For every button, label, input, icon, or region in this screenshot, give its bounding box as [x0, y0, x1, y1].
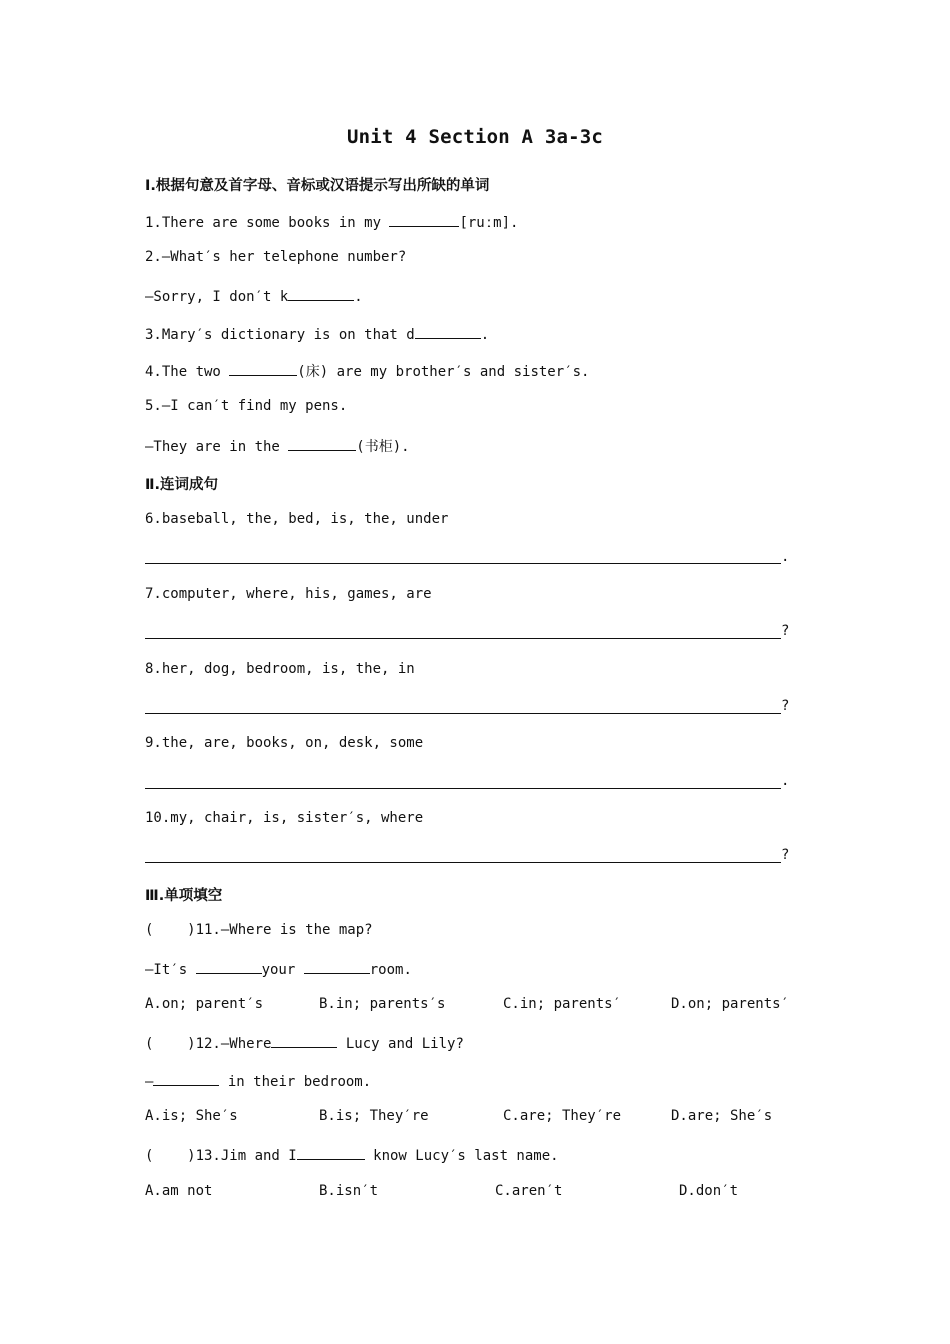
end-punctuation: ? — [781, 623, 790, 639]
question-11-line2 — [145, 959, 412, 978]
section-heading-1: Ⅰ.根据句意及首字母、音标或汉语提示写出所缺的单词 — [145, 178, 490, 194]
option-d[interactable]: D.don′t — [679, 1183, 739, 1199]
answer-blank[interactable] — [304, 959, 370, 974]
section-heading-3: Ⅲ.单项填空 — [145, 888, 223, 904]
question-text: (床) are my brother′s and sister′s. — [297, 364, 590, 380]
option-a[interactable]: A.am not — [145, 1183, 213, 1199]
option-c[interactable]: C.aren′t — [495, 1183, 563, 1199]
section-heading-2: Ⅱ.连词成句 — [145, 477, 219, 493]
answer-line-9[interactable] — [145, 788, 781, 789]
question-text: room. — [369, 962, 412, 978]
question-5-reply — [145, 436, 410, 456]
answer-blank[interactable] — [297, 1145, 365, 1160]
question-2-reply — [145, 286, 363, 305]
question-text: —Sorry, I don′t k — [145, 289, 289, 305]
end-punctuation: . — [781, 549, 790, 565]
option-b[interactable]: B.isn′t — [319, 1183, 379, 1199]
question-1 — [145, 212, 518, 231]
answer-line-8[interactable] — [145, 713, 781, 714]
answer-blank[interactable] — [389, 212, 459, 227]
answer-blank[interactable] — [415, 324, 481, 339]
question-10-words: 10.my, chair, is, sister′s, where — [145, 810, 424, 826]
question-text: in their bedroom. — [219, 1074, 372, 1090]
question-text: —It′s — [145, 962, 196, 978]
answer-blank[interactable] — [153, 1071, 219, 1086]
question-text: (书柜). — [356, 439, 410, 455]
option-a[interactable]: A.is; She′s — [145, 1108, 238, 1124]
question-text: your — [261, 962, 304, 978]
page-title: Unit 4 Section A 3a-3c — [346, 126, 604, 148]
option-c[interactable]: C.are; They′re — [503, 1108, 622, 1124]
option-c[interactable]: C.in; parents′ — [503, 996, 622, 1012]
end-punctuation: ? — [781, 698, 790, 714]
answer-blank[interactable] — [229, 361, 297, 376]
question-text: ( )13.Jim and I — [145, 1148, 297, 1164]
question-4 — [145, 361, 589, 381]
option-a[interactable]: A.on; parent′s — [145, 996, 264, 1012]
answer-line-10[interactable] — [145, 862, 781, 863]
question-3 — [145, 324, 489, 343]
question-8-words: 8.her, dog, bedroom, is, the, in — [145, 661, 415, 677]
question-5-stem: 5.—I can′t find my pens. — [145, 398, 348, 414]
question-11-stem: ( )11.—Where is the map? — [145, 922, 373, 938]
question-text: 3.Mary′s dictionary is on that d — [145, 327, 415, 343]
answer-blank[interactable] — [196, 959, 262, 974]
question-7-words: 7.computer, where, his, games, are — [145, 586, 432, 602]
question-9-words: 9.the, are, books, on, desk, some — [145, 735, 424, 751]
option-b[interactable]: B.is; They′re — [319, 1108, 429, 1124]
question-2-stem: 2.—What′s her telephone number? — [145, 249, 407, 265]
question-6-words: 6.baseball, the, bed, is, the, under — [145, 511, 449, 527]
question-text: ( )12.—Where — [145, 1036, 272, 1052]
answer-blank[interactable] — [271, 1033, 337, 1048]
question-text: — — [145, 1074, 154, 1090]
question-text: Lucy and Lily? — [337, 1036, 464, 1052]
question-text: . — [480, 327, 490, 343]
end-punctuation: ? — [781, 847, 790, 863]
question-text: —They are in the — [145, 439, 289, 455]
answer-line-7[interactable] — [145, 638, 781, 639]
answer-blank[interactable] — [288, 436, 356, 451]
answer-blank[interactable] — [288, 286, 354, 301]
question-text: . — [354, 289, 363, 305]
question-text: 4.The two — [145, 364, 230, 380]
question-text: know Lucy′s last name. — [364, 1148, 559, 1164]
question-text: [ruːm]. — [459, 215, 519, 231]
question-12-line2 — [145, 1071, 371, 1090]
question-text: 1.There are some books in my — [145, 215, 390, 231]
question-13-stem — [145, 1145, 559, 1164]
question-12-stem — [145, 1033, 464, 1052]
option-d[interactable]: D.are; She′s — [671, 1108, 773, 1124]
end-punctuation: . — [781, 773, 790, 789]
option-d[interactable]: D.on; parents′ — [671, 996, 790, 1012]
answer-line-6[interactable] — [145, 563, 781, 564]
option-b[interactable]: B.in; parents′s — [319, 996, 446, 1012]
